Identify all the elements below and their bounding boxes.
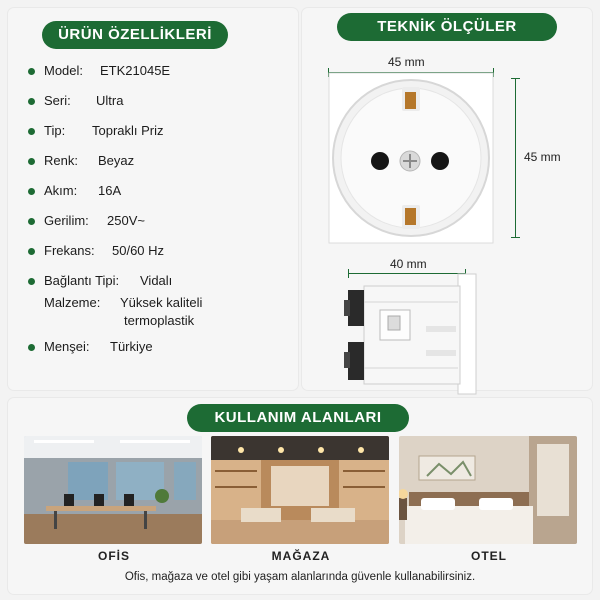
spec-value: Ultra bbox=[96, 93, 124, 108]
spec-label: Gerilim: bbox=[44, 213, 89, 228]
usage-label: OTEL bbox=[471, 549, 507, 563]
bullet-icon bbox=[28, 278, 35, 285]
specs-panel bbox=[8, 8, 298, 390]
spec-label: Tip: bbox=[44, 123, 66, 138]
usage-panel bbox=[8, 398, 592, 594]
dimension-cap bbox=[511, 237, 520, 238]
socket-front-view bbox=[328, 65, 494, 245]
spec-label: Model: bbox=[44, 63, 84, 78]
dimensions-title: TEKNİK ÖLÇÜLER bbox=[337, 13, 557, 41]
usage-item-hotel bbox=[399, 436, 579, 563]
store-photo-icon bbox=[211, 436, 389, 544]
bullet-icon bbox=[28, 128, 35, 135]
spec-value: 50/60 Hz bbox=[112, 243, 165, 258]
hotel-photo-icon bbox=[399, 436, 577, 544]
spec-value: Yüksek kaliteli bbox=[120, 295, 203, 310]
spec-value: Türkiye bbox=[110, 339, 153, 354]
bullet-icon bbox=[28, 218, 35, 225]
height-dimension-line bbox=[515, 78, 516, 238]
usage-footer-text: Ofis, mağaza ve otel gibi yaşam alanlarında güvenle kullanabilirsiniz. bbox=[124, 571, 476, 583]
bullet-icon bbox=[28, 98, 35, 105]
usage-item-store bbox=[211, 436, 391, 563]
spec-label: Akım: bbox=[44, 183, 78, 198]
bullet-icon bbox=[28, 188, 35, 195]
spec-value: Vidalı bbox=[140, 273, 173, 288]
spec-label: Bağlantı Tipi: bbox=[44, 273, 120, 288]
height-label: 45 mm bbox=[524, 150, 561, 164]
usage-label: MAĞAZA bbox=[271, 549, 331, 563]
office-photo-icon bbox=[24, 436, 202, 544]
bullet-icon bbox=[28, 158, 35, 165]
specs-title: ÜRÜN ÖZELLİKLERİ bbox=[42, 21, 228, 49]
bullet-icon bbox=[28, 68, 35, 75]
spec-value: Beyaz bbox=[98, 153, 135, 168]
dimensions-panel bbox=[302, 8, 592, 390]
bullet-icon bbox=[28, 248, 35, 255]
usage-title: KULLANIM ALANLARI bbox=[187, 404, 409, 432]
spec-label: Malzeme: bbox=[44, 295, 101, 310]
socket-side-view bbox=[340, 270, 480, 396]
spec-value: Topraklı Priz bbox=[92, 123, 164, 138]
spec-value-continued: termoplastik bbox=[124, 313, 195, 328]
dimension-cap bbox=[511, 78, 520, 79]
spec-value: 16A bbox=[98, 183, 122, 198]
spec-value: ETK21045E bbox=[100, 63, 171, 78]
bullet-icon bbox=[28, 344, 35, 351]
spec-label: Seri: bbox=[44, 93, 71, 108]
spec-label: Menşei: bbox=[44, 339, 90, 354]
spec-label: Renk: bbox=[44, 153, 78, 168]
spec-value: 250V~ bbox=[107, 213, 145, 228]
width-label: 45 mm bbox=[388, 55, 425, 69]
usage-item-office bbox=[24, 436, 204, 563]
usage-label: OFİS bbox=[97, 549, 130, 563]
spec-label: Frekans: bbox=[44, 243, 95, 258]
depth-label: 40 mm bbox=[390, 257, 427, 271]
